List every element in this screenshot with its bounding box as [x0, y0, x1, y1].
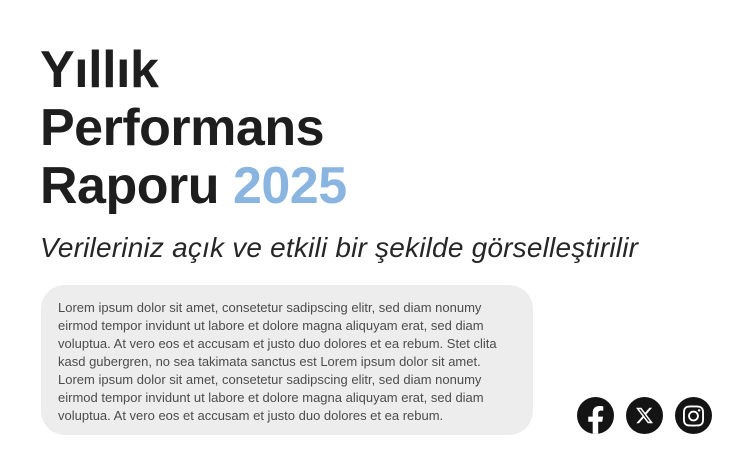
instagram-link[interactable]: [675, 397, 712, 434]
facebook-icon: [587, 406, 605, 434]
social-links: [577, 397, 712, 434]
x-twitter-icon: [635, 406, 654, 425]
page-title: [40, 41, 347, 215]
content-card: [41, 285, 533, 435]
hero-subtitle: Verileriniz açık ve etkili bir şekilde görselleştirilir: [40, 232, 639, 263]
title-line-3: Raporu: [40, 157, 219, 215]
facebook-link[interactable]: [577, 397, 614, 434]
x-twitter-link[interactable]: [626, 397, 663, 434]
title-line-1: Yıllık: [40, 41, 159, 99]
instagram-icon: [683, 404, 704, 428]
title-line-2: Performans: [40, 99, 324, 157]
title-year: 2025: [232, 157, 347, 215]
content-card-text: Lorem ipsum dolor sit amet, consetetur sadipscing elitr, sed diam nonumy eirmod tempor invidunt ut labore et dolore magna aliquyam erat, sed diam voluptua. At vero eos et accusam et justo duo dolores et ea rebum. Stet clita kasd gubergren, no sea takimata sanctus est Lorem ipsum dolor sit amet. Lorem ipsum dolor sit amet, consetetur sadipscing elitr, sed diam nonumy eirmod tempor invidunt ut labore et dolore magna aliquyam erat, sed diam voluptua. At vero eos et accusam et justo duo dolores et ea rebum.: [58, 300, 497, 423]
